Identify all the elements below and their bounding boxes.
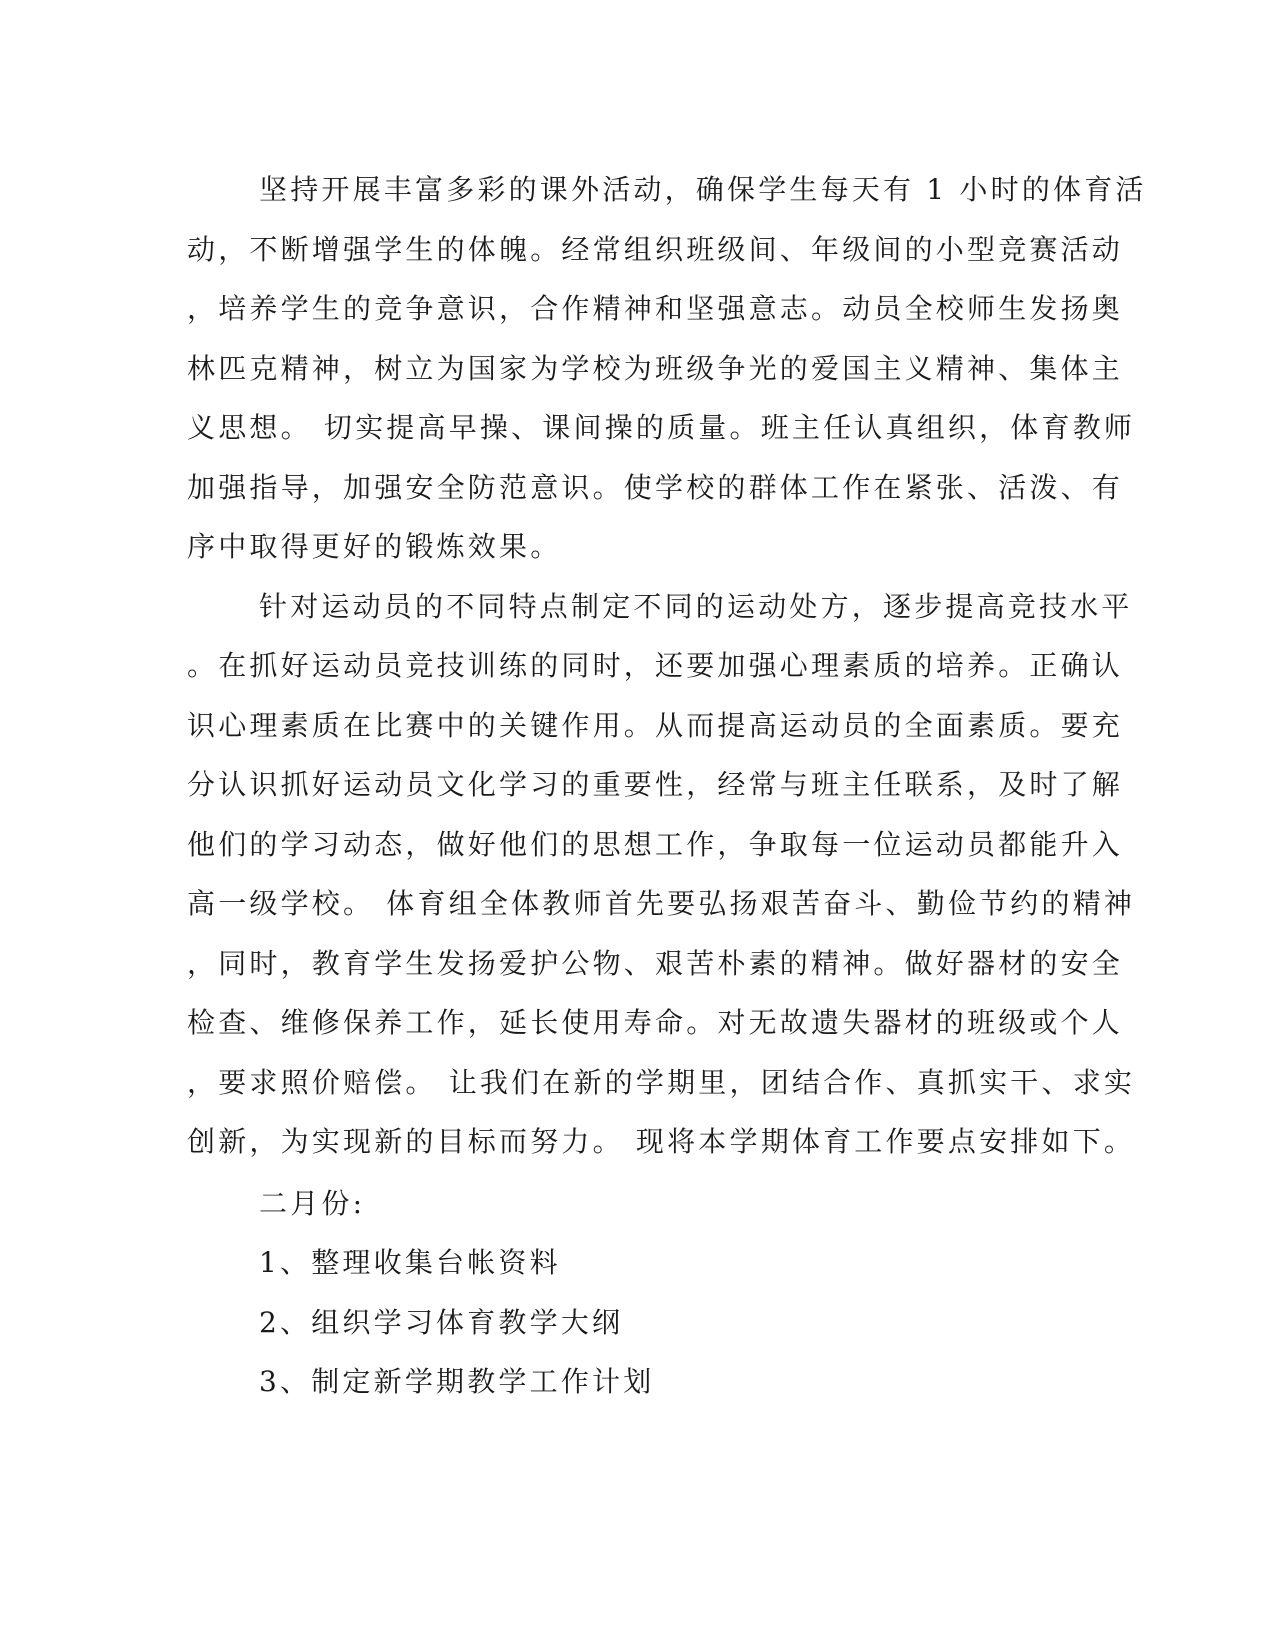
paragraph-line: 。在抓好运动员竞技训练的同时，还要加强心理素质的培养。正确认: [187, 649, 1124, 682]
paragraph-line: 林匹克精神，树立为国家为学校为班级争光的爱国主义精神、集体主: [187, 351, 1124, 385]
document-body: [187, 160, 1147, 1412]
paragraph-activities: [187, 160, 1147, 577]
paragraph-line: ，同时，教育学生发扬爱护公物、艰苦朴素的精神。做好器材的安全: [187, 946, 1124, 980]
paragraph-line: 高一级学校。 体育组全体教师首先要弘扬艰苦奋斗、勤俭节约的精神: [187, 887, 1136, 920]
paragraph-line: 识心理素质在比赛中的关键作用。从而提高运动员的全面素质。要充: [187, 708, 1124, 742]
paragraph-line: 加强指导，加强安全防范意识。使学校的群体工作在紧张、活泼、有: [187, 470, 1124, 504]
paragraph-line: 检查、维修保养工作，延长使用寿命。对无故遗失器材的班级或个人: [187, 1006, 1124, 1039]
paragraph-line: 他们的学习动态，做好他们的思想工作，争取每一位运动员都能升入: [187, 827, 1124, 861]
paragraph-line: ，要求照价赔偿。 让我们在新的学期里，团结合作、真抓实干、求实: [187, 1065, 1136, 1099]
paragraph-line: 义思想。 切实提高早操、课间操的质量。班主任认真组织，体育教师: [187, 411, 1136, 444]
month-heading: 二月份:: [259, 1186, 366, 1220]
paragraph-line: 序中取得更好的锻炼效果。: [187, 530, 562, 563]
list-item: 1、整理收集台帐资料: [259, 1246, 561, 1279]
paragraph-athletes: [187, 577, 1136, 1172]
paragraph-line: 创新，为实现新的目标而努力。 现将本学期体育工作要点安排如下。: [187, 1125, 1136, 1158]
list-item: 3、制定新学期教学工作计划: [259, 1365, 655, 1398]
task-list: [187, 1233, 1067, 1412]
paragraph-line: 分认识抓好运动员文化学习的重要性，经常与班主任联系，及时了解: [187, 768, 1124, 801]
paragraph-line: ，培养学生的竞争意识，合作精神和坚强意志。动员全校师生发扬奥: [187, 292, 1124, 325]
list-item: 2、组织学习体育教学大纲: [259, 1305, 624, 1339]
paragraph-line: 坚持开展丰富多彩的课外活动，确保学生每天有 1 小时的体育活: [259, 173, 1147, 206]
paragraph-line: 动，不断增强学生的体魄。经常组织班级间、年级间的小型竞赛活动: [187, 232, 1124, 266]
paragraph-line: 针对运动员的不同特点制定不同的运动处方，逐步提高竞技水平: [259, 589, 1133, 623]
